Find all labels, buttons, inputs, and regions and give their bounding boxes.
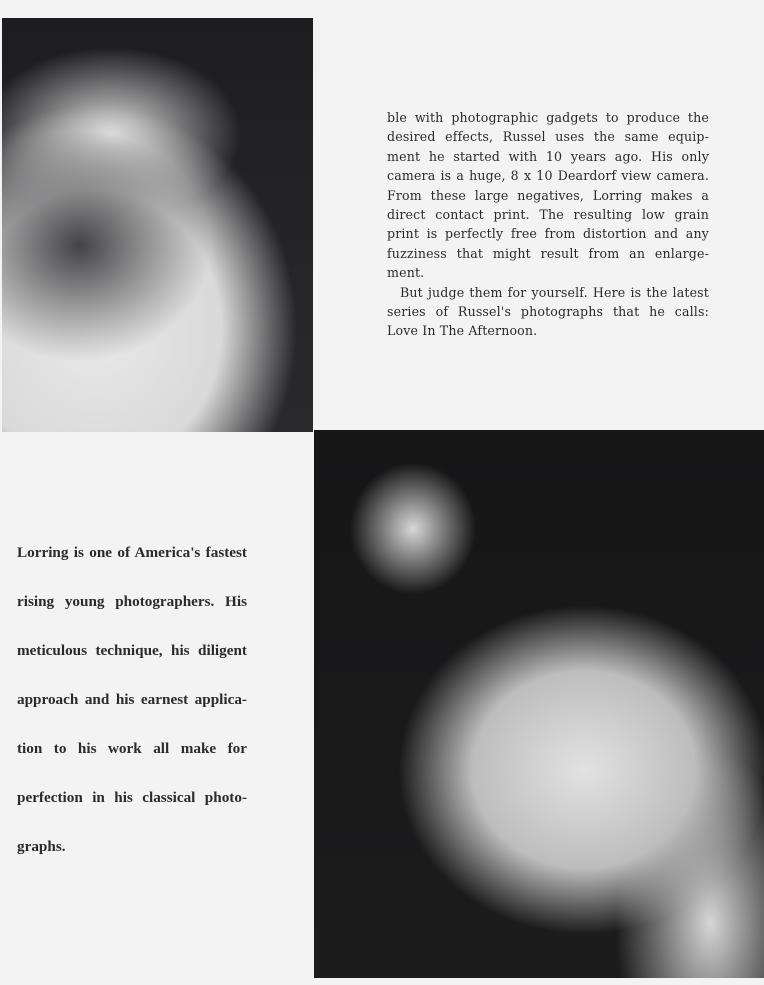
text-line: meticulous technique, his diligent — [17, 642, 247, 659]
text-line: tion to his work all make for — [17, 740, 247, 757]
article-text-right-column — [387, 108, 709, 341]
photo-top-figure-study — [2, 18, 313, 432]
text-line: graphs. — [17, 838, 66, 855]
text-line: perfection in his classical photo- — [17, 789, 247, 806]
text-line: rising young photographers. His — [17, 593, 247, 610]
article-text-left-column — [17, 543, 247, 886]
paragraph-2: But judge them for yourself. Here is the latest series of Russel's photographs that he calls: Love In The Afternoon. — [387, 284, 709, 339]
photo-bottom-figure-study — [314, 430, 764, 978]
text-line: Lorring is one of America's fastest — [17, 544, 247, 561]
paragraph-1: ble with photographic gadgets to produce the desired effects, Russel uses the same equip- ment he started with 10 years ago. His only camera is a huge, 8 x 10 Deardorf view camera. From these large negatives, Lorring makes a direct contact print. The resulting low grain print is perfectly free from distortion and any fuzziness that might result from an enlarge- ment. — [387, 110, 709, 281]
text-line: approach and his earnest applica- — [17, 691, 247, 708]
